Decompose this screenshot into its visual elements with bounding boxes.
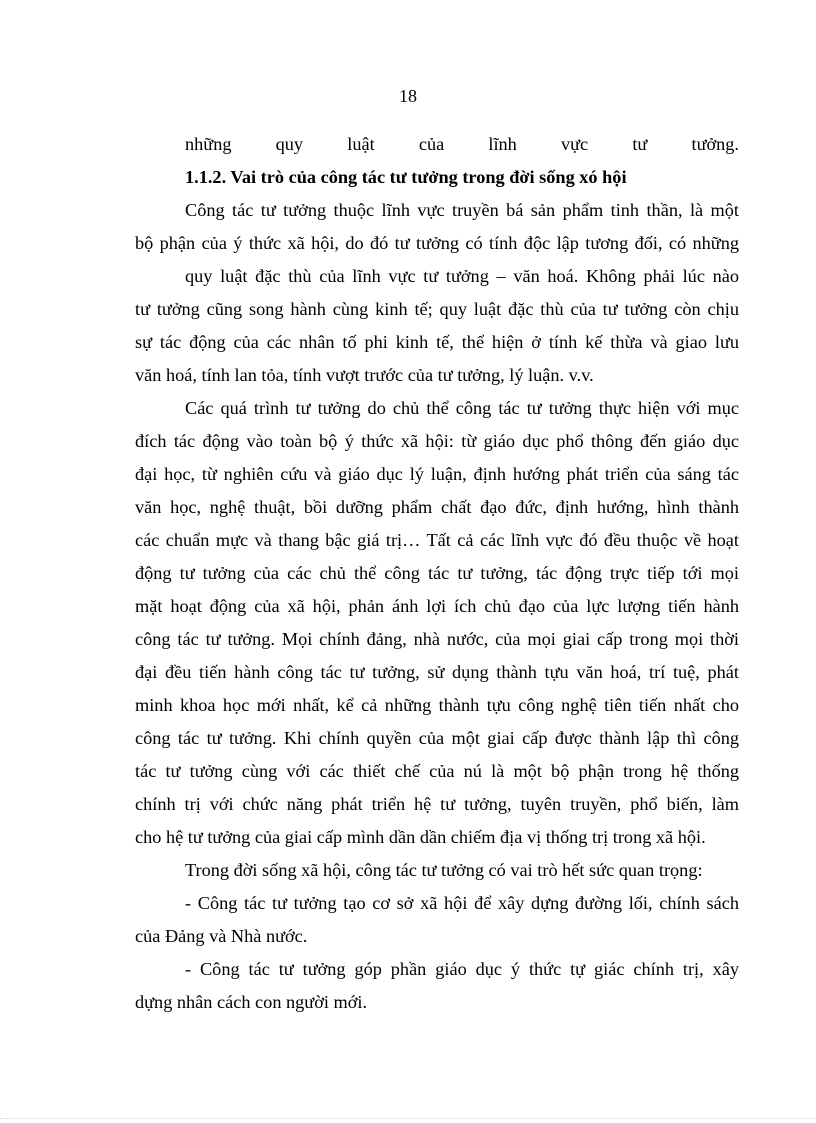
paragraph-line: cho hệ tư tưởng của giai cấp mình dần dần chiếm địa vị thống trị trong xã hội. [135, 827, 706, 847]
paragraph-line: đích tác động vào toàn bộ ý thức xã hội: từ giáo dục phổ thông đến giáo dục [135, 431, 739, 451]
paragraph-line: quy luật đặc thù của lĩnh vực tư tưởng – văn hoá. Không phải lúc nào [185, 266, 739, 286]
paragraph-line: chính trị với chức năng phát triển hệ tư tưởng, tuyên truyền, phổ biến, làm [135, 794, 739, 814]
bullet-line: - Công tác tư tưởng góp phần giáo dục ý thức tự giác chính trị, xây [185, 959, 739, 979]
paragraph-line: văn hoá, tính lan tỏa, tính vượt trước của tư tưởng, lý luận. v.v. [135, 365, 594, 385]
section-heading: 1.1.2. Vai trò của công tác tư tưởng trong đời sống xó hội [185, 167, 627, 187]
paragraph-line: Các quá trình tư tưởng do chủ thể công tác tư tưởng thực hiện với mục [185, 398, 739, 418]
paragraph-line: tư tưởng cũng song hành cùng kinh tế; quy luật đặc thù của tư tưởng còn chịu [135, 299, 739, 319]
page-bottom-divider [0, 1118, 816, 1119]
bullet-line: - Công tác tư tưởng tạo cơ sở xã hội để xây dựng đường lối, chính sách [185, 893, 739, 913]
paragraph-line: minh khoa học mới nhất, kể cả những thành tựu công nghệ tiên tiến nhất cho [135, 695, 739, 715]
paragraph-line: Trong đời sống xã hội, công tác tư tưởng có vai trò hết sức quan trọng: [185, 860, 703, 880]
paragraph-line: công tác tư tưởng. Khi chính quyền của một giai cấp được thành lập thì công [135, 728, 739, 748]
paragraph-line: Công tác tư tưởng thuộc lĩnh vực truyền bá sản phẩm tinh thần, là một [185, 200, 739, 220]
paragraph-line: sự tác động của các nhân tố phi kinh tế, thể hiện ở tính kế thừa và giao lưu [135, 332, 739, 352]
paragraph-line: bộ phận của ý thức xã hội, do đó tư tưởng có tính độc lập tương đối, có những [135, 233, 739, 253]
paragraph-line: những quy luật của lĩnh vực tư tưởng. [185, 134, 739, 154]
paragraph-line: tác tư tưởng cùng với các thiết chế của nú là một bộ phận trong hệ thống [135, 761, 739, 781]
paragraph-line: văn học, nghệ thuật, bồi dưỡng phẩm chất đạo đức, định hướng, hình thành [135, 497, 739, 517]
paragraph-line: đại đều tiến hành công tác tư tưởng, sử dụng thành tựu văn hoá, trí tuệ, phát [135, 662, 739, 682]
body-text [135, 128, 739, 1019]
paragraph-line: các chuẩn mực và thang bậc giá trị… Tất cả các lĩnh vực đó đều thuộc về hoạt [135, 530, 739, 550]
bullet-line: của Đảng và Nhà nước. [135, 926, 308, 946]
paragraph-line: công tác tư tưởng. Mọi chính đảng, nhà nước, của mọi giai cấp trong mọi thời [135, 629, 739, 649]
paragraph-line: đại học, từ nghiên cứu và giáo dục lý luận, định hướng phát triển của sáng tác [135, 464, 739, 484]
bullet-line: dựng nhân cách con người mới. [135, 992, 368, 1012]
page-number: 18 [399, 86, 417, 106]
paragraph-line: động tư tưởng của các chủ thể công tác tư tưởng, tác động trực tiếp tới mọi [135, 563, 739, 583]
paragraph-line: mặt hoạt động của xã hội, phản ánh lợi ích chủ đạo của lực lượng tiến hành [135, 596, 739, 616]
